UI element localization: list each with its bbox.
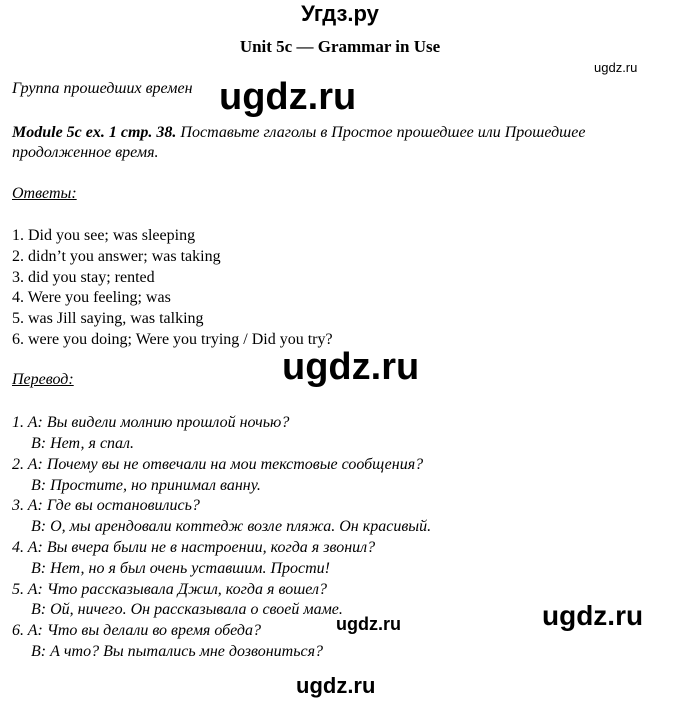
translation-line-b: B: А что? Вы пытались мне дозвониться? [31, 643, 324, 660]
watermark-mid-2: ugdz.ru [296, 673, 376, 698]
task-text-1: Поставьте глаголы в Простое прошедшее или Прошедшее [176, 124, 586, 141]
translation-line-b: B: Нет, но я был очень уставшим. Прости! [31, 560, 330, 577]
translation-line-b: B: Ой, ничего. Он рассказывала о своей маме. [31, 601, 343, 618]
watermark-small-top: ugdz.ru [594, 60, 638, 75]
translation-line-b: B: О, мы арендовали коттедж возле пляжа. Он красивый. [31, 518, 432, 535]
watermark-big-1: ugdz.ru [219, 76, 357, 118]
watermark-big-2: ugdz.ru [282, 346, 420, 388]
module-ref: Module 5c ex. 1 стр. 38. [12, 124, 177, 141]
answer-item: 4. Were you feeling; was [12, 289, 171, 306]
site-title: Угдз.ру [301, 1, 379, 26]
unit-title: Unit 5c — Grammar in Use [239, 37, 441, 56]
translation-line-a: 3. A: Где вы остановились? [12, 497, 200, 514]
watermark-big-3: ugdz.ru [542, 600, 644, 631]
answers-heading: Ответы: [12, 185, 77, 202]
answer-item: 5. was Jill saying, was talking [12, 310, 204, 327]
task-line-2: продолженное время. [12, 144, 159, 161]
watermark-mid-1: ugdz.ru [336, 614, 401, 634]
translation-line-b: B: Простите, но принимал ванну. [31, 477, 261, 494]
answer-item: 1. Did you see; was sleeping [12, 227, 196, 244]
answer-item: 6. were you doing; Were you trying / Did you try? [12, 331, 333, 348]
group-title: Группа прошедших времен [12, 80, 193, 97]
translation-line-a: 6. A: Что вы делали во время обеда? [12, 622, 261, 639]
translation-line-b: B: Нет, я спал. [31, 435, 135, 452]
translation-heading: Перевод: [12, 371, 74, 388]
translation-line-a: 4. A: Вы вчера были не в настроении, когда я звонил? [12, 539, 376, 556]
task-line-1 [12, 123, 585, 143]
translation-line-a: 2. A: Почему вы не отвечали на мои текстовые сообщения? [12, 456, 424, 473]
translation-line-a: 1. A: Вы видели молнию прошлой ночью? [12, 414, 290, 431]
answer-item: 2. didn’t you answer; was taking [12, 248, 221, 265]
translation-line-a: 5. A: Что рассказывала Джил, когда я вошел? [12, 581, 327, 598]
answer-item: 3. did you stay; rented [12, 269, 155, 286]
